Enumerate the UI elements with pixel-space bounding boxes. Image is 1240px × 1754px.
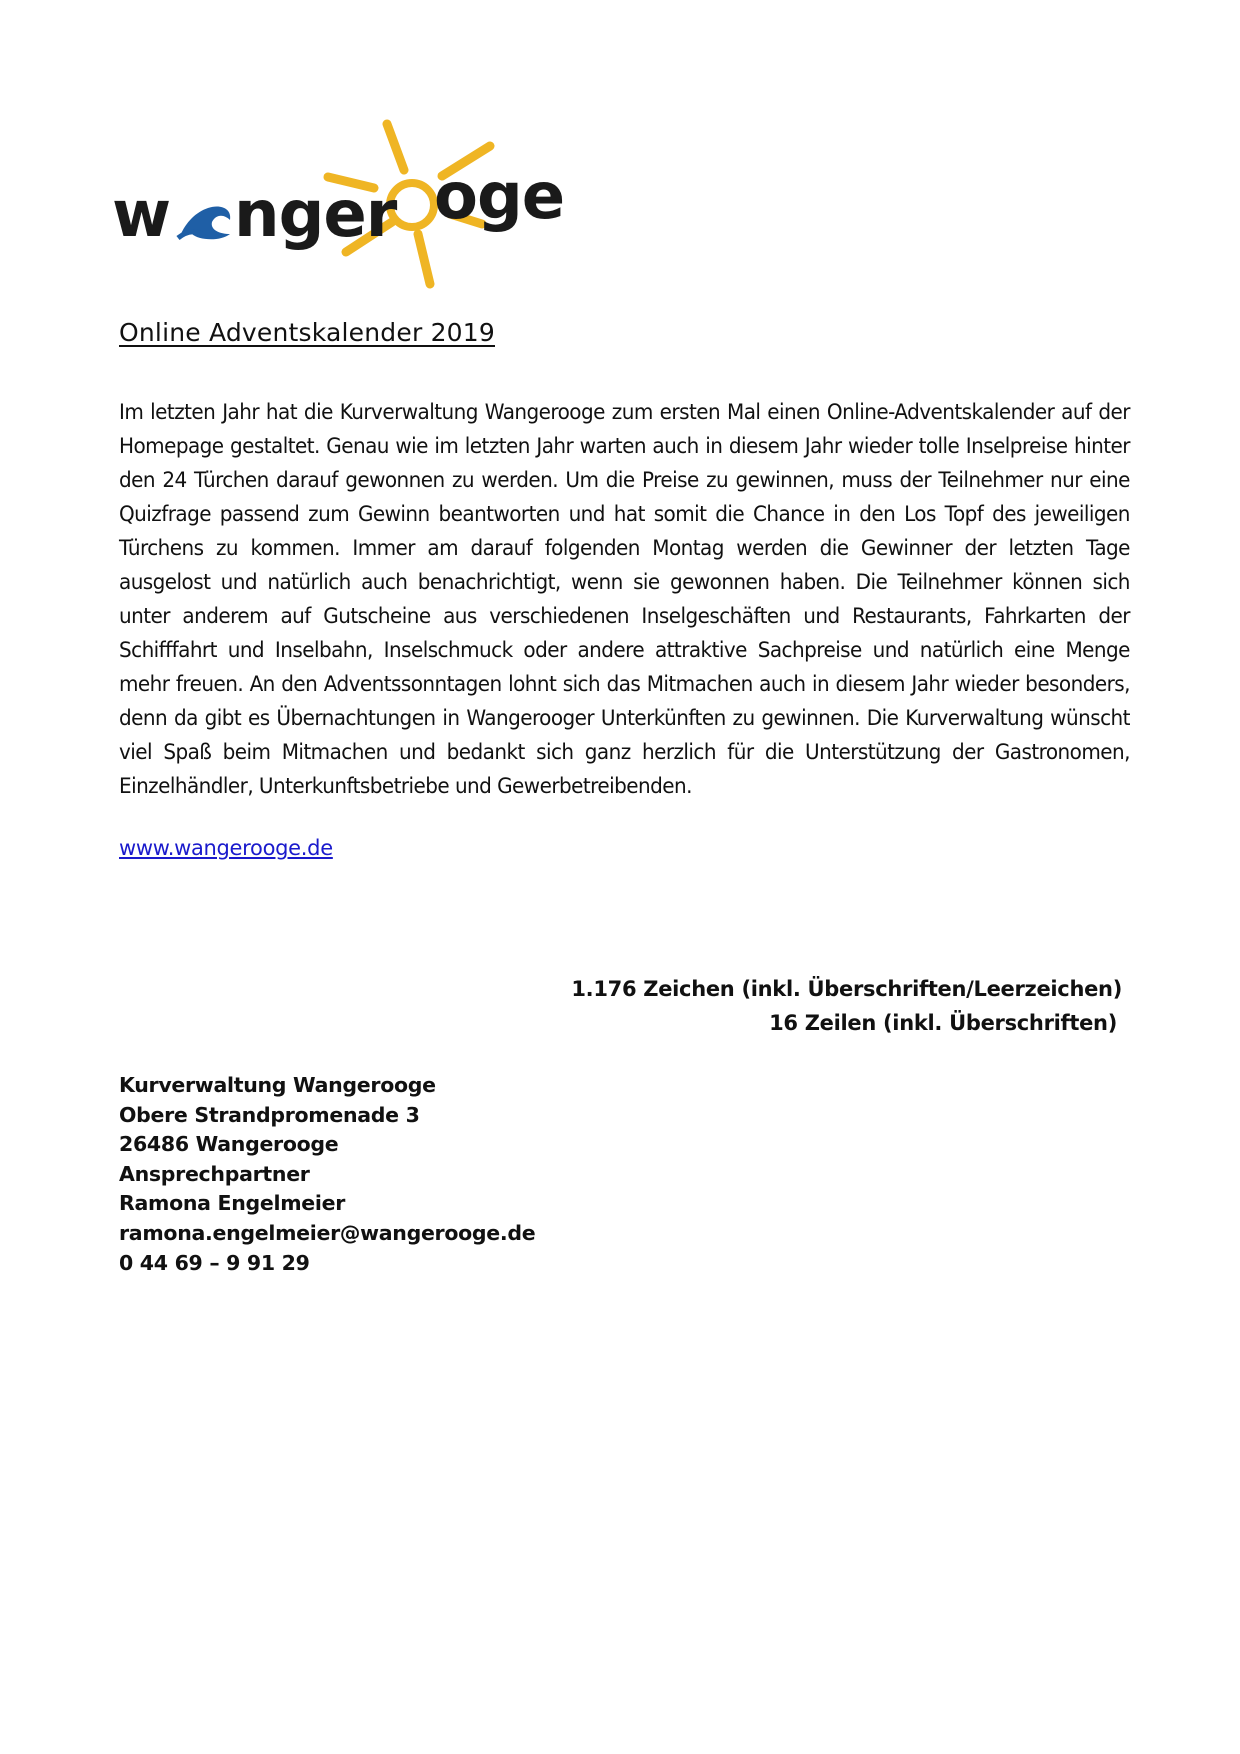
- svg-text:oge: oge: [434, 160, 565, 234]
- contact-phone: 0 44 69 – 9 91 29: [119, 1250, 310, 1275]
- wangerooge-logo: [112, 112, 572, 292]
- contact-name: Ramona Engelmeier: [119, 1191, 346, 1216]
- svg-text:w: w: [112, 178, 170, 252]
- contact-email: ramona.engelmeier@wangerooge.de: [119, 1220, 536, 1245]
- body-paragraph: Im letzten Jahr hat die Kurverwaltung Wangerooge zum ersten Mal einen Online-Adventskalender auf der Homepage gestaltet. Genau wie im letzten Jahr warten auch in diesem Jahr wieder tolle Inselpreise hinter den 24 Türchen darauf gewonnen zu werden. Um die Preise zu gewinnen, muss der Teilnehmer nur eine Quizfrage passend zum Gewinn beantworten und hat somit die Chance in den Los Topf des jeweiligen Türchens zu kommen. Immer am darauf folgenden Montag werden die Gewinner der letzten Tage ausgelost und natürlich auch benachrichtigt, wenn sie gewonnen haben. Die Teilnehmer können sich unter anderem auf Gutscheine aus verschiedenen Inselgeschäften und Restaurants, Fahrkarten der Schifffahrt und Inselbahn, Inselschmuck oder andere attraktive Sachpreise und natürlich eine Menge mehr freuen. An den Adventssonntagen lohnt sich das Mitmachen auch in diesem Jahr wieder besonders, denn da gibt es Übernachtungen in Wangerooger Unterkünften zu gewinnen. Die Kurverwaltung wünscht viel Spaß beim Mitmachen und bedankt sich ganz herzlich für die Unterstützung der Gastronomen, Einzelhändler, Unterkunftsbetriebe und Gewerbetreibenden.: [119, 400, 1130, 799]
- contact-city: 26486 Wangerooge: [119, 1132, 339, 1157]
- logo-graphic: [112, 112, 572, 292]
- contact-organization: Kurverwaltung Wangerooge: [119, 1073, 436, 1097]
- page-title: Online Adventskalender 2019: [119, 318, 495, 347]
- contact-label: Ansprechpartner: [119, 1161, 310, 1186]
- line-count: 16 Zeilen (inkl. Überschriften): [769, 1011, 1117, 1035]
- contact-street: Obere Strandpromenade 3: [119, 1102, 420, 1127]
- website-link[interactable]: www.wangerooge.de: [119, 836, 333, 860]
- svg-text:nger: nger: [234, 178, 397, 252]
- text-statistics: [571, 972, 1122, 1040]
- contact-block: [119, 1071, 535, 1278]
- character-count: 1.176 Zeichen (inkl. Überschriften/Leerzeichen): [571, 977, 1122, 1001]
